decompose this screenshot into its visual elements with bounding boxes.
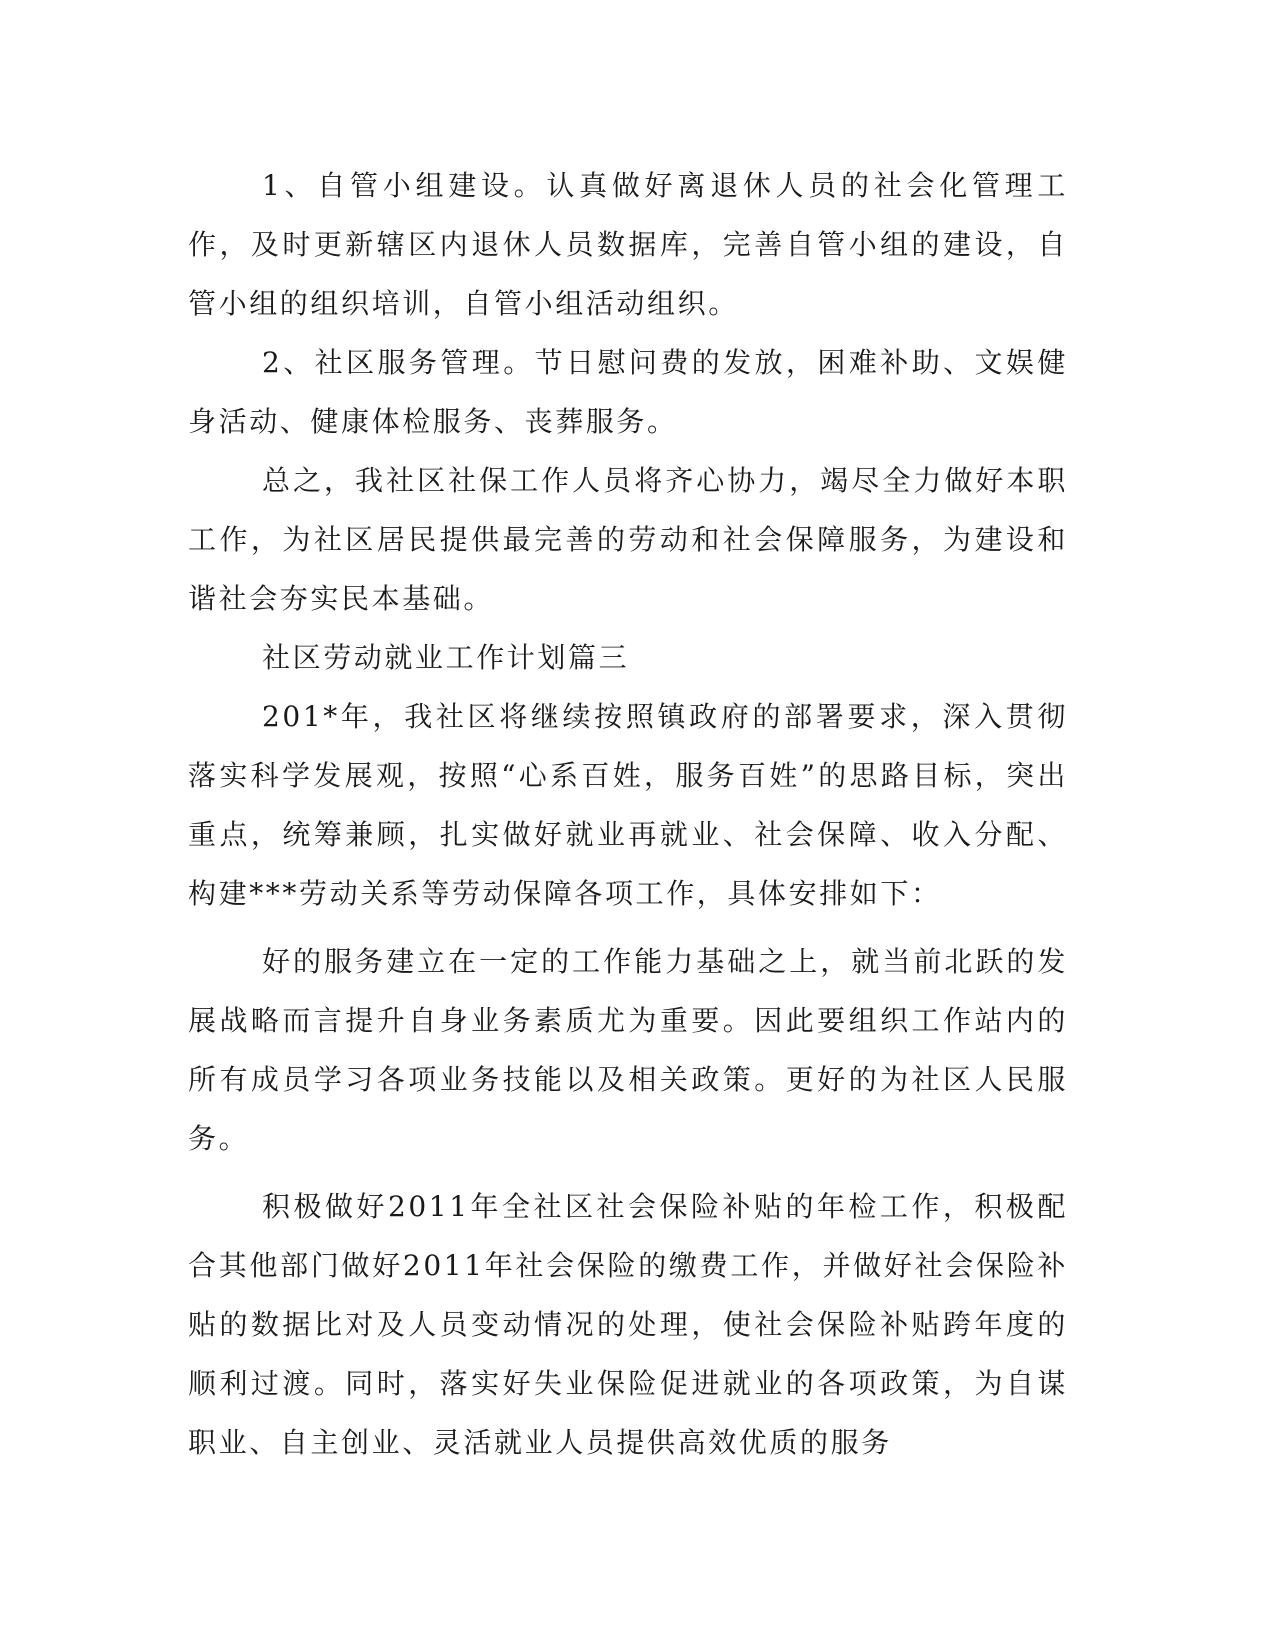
document-body xyxy=(188,156,1068,1472)
paragraph-annual-plan: 201*年，我社区将继续按照镇政府的部署要求，深入贯彻落实科学发展观，按照“心系百姓，服务百姓”的思路目标，突出重点，统筹兼顾，扎实做好就业再就业、社会保障、收入分配、构建***劳动关系等劳动保障各项工作，具体安排如下： xyxy=(188,700,1068,910)
paragraph-service-capability: 好的服务建立在一定的工作能力基础之上，就当前北跃的发展战略而言提升自身业务素质尤为重要。因此要组织工作站内的所有成员学习各项业务技能以及相关政策。更好的为社区人民服务。 xyxy=(188,945,1068,1155)
paragraph-social-insurance: 积极做好2011年全社区社会保险补贴的年检工作，积极配合其他部门做好2011年社会保险的缴费工作，并做好社会保险补贴的数据比对及人员变动情况的处理，使社会保险补贴跨年度的顺利过渡。同时，落实好失业保险促进就业的各项政策，为自谋职业、自主创业、灵活就业人员提供高效优质的服务 xyxy=(188,1190,1068,1459)
section-heading: 社区劳动就业工作计划篇三 xyxy=(262,641,630,674)
paragraph-community-service: 2、社区服务管理。节日慰问费的发放，困难补助、文娱健身活动、健康体检服务、丧葬服务。 xyxy=(188,346,1068,438)
paragraph-conclusion: 总之，我社区社保工作人员将齐心协力，竭尽全力做好本职工作，为社区居民提供最完善的劳动和社会保障服务，为建设和谐社会夯实民本基础。 xyxy=(188,464,1068,615)
paragraph-self-management-group: 1、自管小组建设。认真做好离退休人员的社会化管理工作，及时更新辖区内退休人员数据库，完善自管小组的建设，自管小组的组织培训，自管小组活动组织。 xyxy=(188,169,1068,320)
